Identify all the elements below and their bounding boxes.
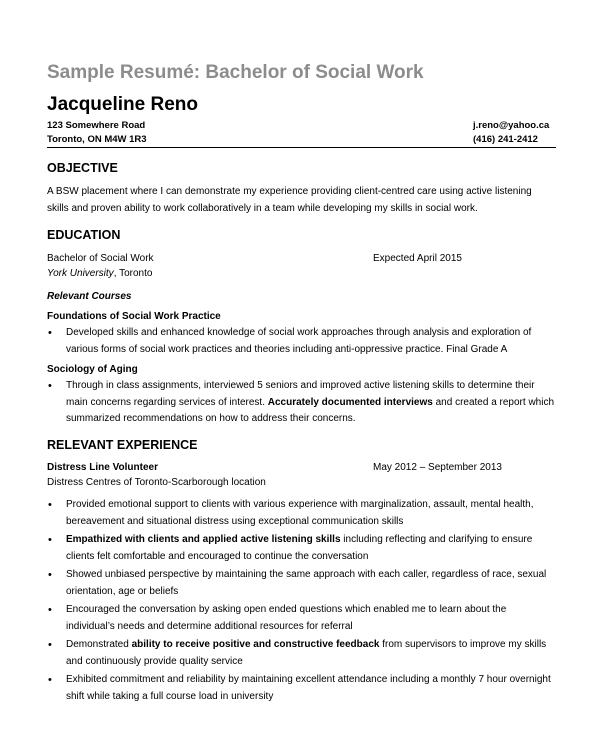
document-title: Sample Resumé: Bachelor of Social Work xyxy=(47,62,424,83)
course-bullets xyxy=(47,378,557,430)
experience-bullets xyxy=(47,497,557,707)
role-dates: May 2012 – September 2013 xyxy=(373,462,502,473)
applicant-name: Jacqueline Reno xyxy=(47,94,198,115)
header-divider xyxy=(47,147,556,148)
address-line-1: 123 Somewhere Road xyxy=(47,120,146,131)
objective-text: A BSW placement where I can demonstrate my experience providing client-centred care using active listening skills and proven ability to work collaboratively in a team while developing my skills in social work. xyxy=(47,186,532,214)
organization: Distress Centres of Toronto-Scarborough location xyxy=(47,477,266,488)
education-heading: EDUCATION xyxy=(47,228,121,242)
experience-heading: RELEVANT EXPERIENCE xyxy=(47,438,198,452)
role-title: Distress Line Volunteer xyxy=(47,462,158,473)
course-title: Foundations of Social Work Practice xyxy=(47,311,221,322)
address-line-2: Toronto, ON M4W 1R3 xyxy=(47,134,147,145)
degree-date: Expected April 2015 xyxy=(373,253,462,264)
degree: Bachelor of Social Work xyxy=(47,253,154,264)
list-item: • Exhibited commitment and reliability by maintaining excellent attendance including a monthly 7 hour overnight shift while taking a full course load in university xyxy=(47,672,557,705)
list-item: • Developed skills and enhanced knowledge of social work approaches through analysis and exploration of various forms of social work practices and theories including anti-oppressive practice. Final Grade A xyxy=(47,325,557,358)
relevant-courses-label: Relevant Courses xyxy=(47,291,132,302)
school-line xyxy=(47,266,152,282)
email: j.reno@yahoo.ca xyxy=(473,120,550,131)
list-item: • Encouraged the conversation by asking open ended questions which enabled me to learn about the individual’s needs and determine additional resources for referral xyxy=(47,602,557,635)
course-title: Sociology of Aging xyxy=(47,364,138,375)
list-item: • Through in class assignments, interviewed 5 seniors and improved active listening skills to determine their main concerns regarding services of interest. Accurately documented interviews and created a report which summarized recommendations on how to address their concerns. xyxy=(47,378,557,428)
school-name: York University xyxy=(47,268,114,279)
phone: (416) 241-2412 xyxy=(473,134,538,145)
list-item: • Provided emotional support to clients with various experience with marginalization, assault, mental health, bereavement and situational distress using exceptional communication skills xyxy=(47,497,557,530)
list-item: • Showed unbiased perspective by maintaining the same approach with each caller, regardless of race, sexual orientation, age or beliefs xyxy=(47,567,557,600)
school-location: , Toronto xyxy=(113,268,153,279)
list-item: • Demonstrated ability to receive positive and constructive feedback from supervisors to improve my skills and continuously provide quality service xyxy=(47,637,557,670)
list-item: • Empathized with clients and applied active listening skills including reflecting and clarifying to ensure clients felt comfortable and encouraged to continue the conversation xyxy=(47,532,557,565)
objective-heading: OBJECTIVE xyxy=(47,161,118,175)
course-bullets xyxy=(47,325,557,360)
